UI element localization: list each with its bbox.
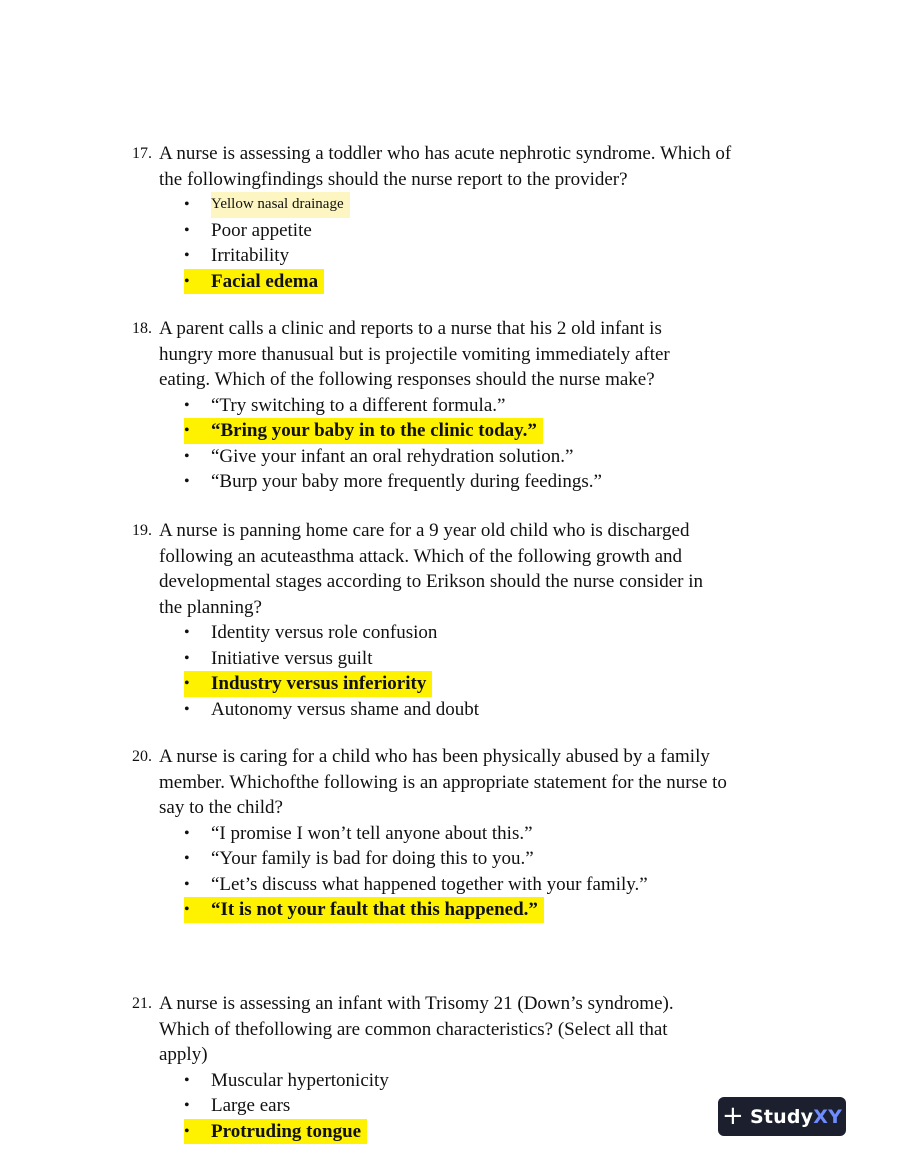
option-item [184, 846, 792, 872]
option-text: Large ears [211, 1095, 291, 1116]
bullet-icon: • [184, 901, 190, 918]
option-item [184, 821, 792, 847]
bullet-icon: • [184, 1097, 190, 1114]
option-item [184, 697, 792, 723]
question-number: 19. [132, 522, 152, 539]
bullet-icon: • [184, 196, 190, 213]
question-number: 18. [132, 320, 152, 337]
plus-icon: + [721, 1100, 744, 1131]
question-20 [132, 744, 792, 923]
option-item [184, 444, 792, 470]
option-list [132, 620, 792, 722]
question-17 [132, 141, 792, 294]
option-list [132, 821, 792, 923]
option-item [184, 872, 792, 898]
option-item [184, 393, 792, 419]
studyxy-badge[interactable] [718, 1097, 846, 1136]
option-text: Initiative versus guilt [211, 647, 373, 669]
option-text: Muscular hypertonicity [211, 1069, 389, 1091]
question-number: 20. [132, 748, 152, 765]
option-item-correct [184, 897, 792, 923]
question-number: 21. [132, 995, 152, 1012]
bullet-icon: • [184, 1071, 190, 1089]
bullet-icon: • [184, 396, 190, 414]
option-text: Irritability [211, 245, 290, 266]
option-list [132, 192, 792, 294]
bullet-icon: • [184, 447, 190, 465]
answer-highlight [184, 1119, 367, 1145]
answer-highlight [184, 671, 432, 697]
bullet-icon: • [184, 1122, 190, 1140]
answer-highlight [184, 418, 543, 444]
question-text: A nurse is assessing an infant with Trisomy 21 (Down’s syndrome). Which of thefollowing are common characteristics? (Select all that apply) [159, 993, 674, 1065]
bullet-icon: • [184, 473, 190, 490]
bullet-icon: • [184, 221, 190, 239]
bullet-icon: • [184, 850, 190, 867]
question-text: A nurse is panning home care for a 9 year old child who is discharged following an acuteasthma attack. Which of the following growth and developmental stages according to Erikson should the nurse consider in the planning? [159, 520, 704, 618]
bullet-icon: • [184, 700, 190, 718]
bullet-icon: • [184, 272, 190, 290]
option-item-correct [184, 1119, 792, 1145]
option-text: Autonomy versus shame and doubt [211, 698, 480, 720]
option-text: “Bring your baby in to the clinic today.” [211, 420, 537, 441]
bullet-icon: • [184, 422, 190, 439]
answer-highlight [184, 269, 324, 295]
option-text: “I promise I won’t tell anyone about this.” [211, 822, 533, 844]
badge-label-main: Study [749, 1105, 814, 1128]
option-item [184, 646, 792, 672]
option-text: “Try switching to a different formula.” [211, 394, 506, 416]
question-21 [132, 991, 792, 1144]
bullet-icon: • [184, 624, 190, 641]
option-item-correct [184, 269, 792, 295]
option-text: “Let’s discuss what happened together with your family.” [211, 873, 648, 895]
option-item-correct [184, 671, 792, 697]
option-text: Facial edema [211, 270, 319, 292]
question-number: 17. [132, 145, 152, 162]
option-item [184, 1068, 792, 1094]
bullet-icon: • [184, 875, 190, 893]
bullet-icon: • [184, 247, 190, 264]
option-text: “Give your infant an oral rehydration solution.” [211, 445, 574, 467]
option-list [132, 1068, 792, 1145]
option-text: Industry versus inferiority [211, 673, 427, 694]
bullet-icon: • [184, 675, 190, 692]
option-item [184, 469, 792, 495]
option-text: Poor appetite [211, 219, 312, 241]
question-text: A parent calls a clinic and reports to a nurse that his 2 old infant is hungry more thanusual but is projectile vomiting immediately after eating. Which of the following responses should the nurse make? [159, 318, 670, 390]
option-text: Yellow nasal drainage [211, 192, 350, 218]
option-item [184, 218, 792, 244]
question-text: A nurse is assessing a toddler who has acute nephrotic syndrome. Which of the followingfindings should the nurse report to the provider? [159, 143, 732, 190]
question-19 [132, 518, 792, 722]
option-item [184, 620, 792, 646]
badge-label-accent: XY [813, 1105, 843, 1128]
option-list [132, 393, 792, 495]
bullet-icon: • [184, 824, 190, 842]
option-item [184, 243, 792, 269]
option-text: “Burp your baby more frequently during feedings.” [211, 471, 602, 492]
option-item [184, 1093, 792, 1119]
option-text: Identity versus role confusion [211, 622, 438, 643]
bullet-icon: • [184, 649, 190, 667]
answer-highlight [184, 897, 544, 923]
option-item [184, 192, 792, 218]
option-text: “Your family is bad for doing this to you.” [211, 848, 534, 869]
option-text: Protruding tongue [211, 1120, 362, 1142]
question-text: A nurse is caring for a child who has been physically abused by a family member. Whichofthe following is an appropriate statement for the nurse to say to the child? [159, 746, 727, 818]
question-18 [132, 316, 792, 495]
option-text: “It is not your fault that this happened.” [211, 899, 538, 920]
option-item-correct [184, 418, 792, 444]
